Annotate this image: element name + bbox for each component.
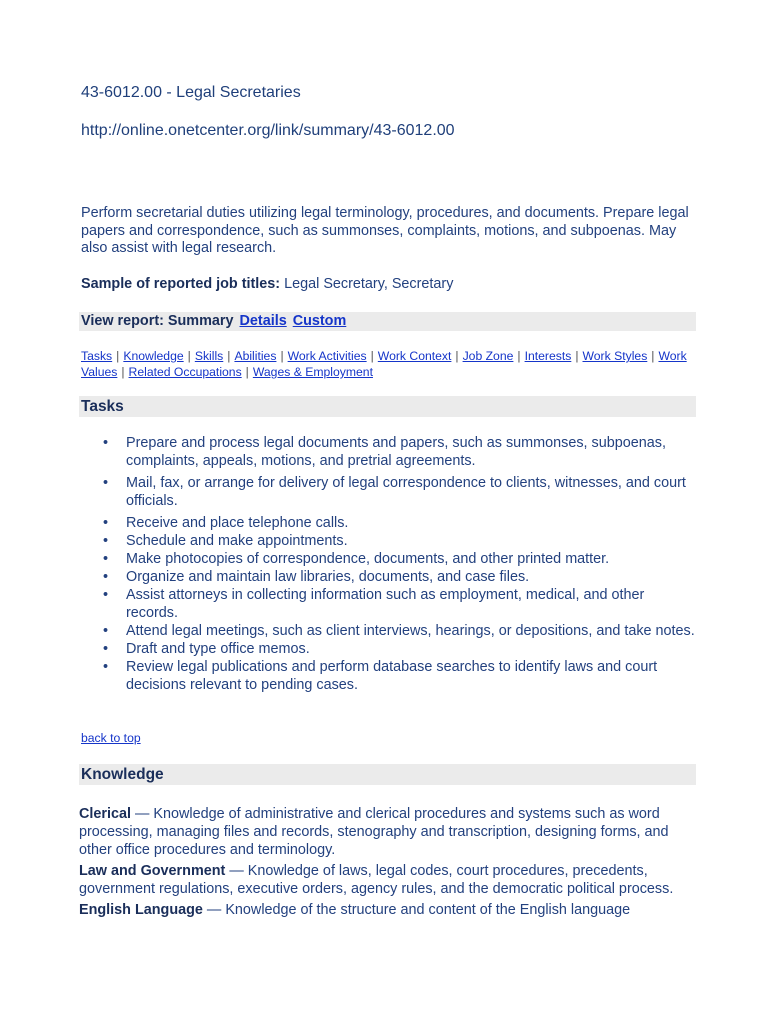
knowledge-item-clerical <box>79 805 697 859</box>
nav-separator: | <box>370 349 374 363</box>
knowledge-item-name: Law and Government <box>79 863 226 879</box>
view-report-label: View report: <box>81 313 164 329</box>
tasks-section-header <box>79 396 696 417</box>
knowledge-item-text: — Knowledge of laws, legal codes, court procedures, precedents, government regulations, executive orders, agency rules, and the democratic political process. <box>79 863 674 897</box>
knowledge-item-law-and-government <box>79 862 697 898</box>
nav-separator: | <box>116 349 120 363</box>
occupation-code-title: 43-6012.00 - Legal Secretaries <box>81 84 301 101</box>
nav-link-work-styles[interactable]: Work Styles <box>582 349 648 363</box>
nav-separator: | <box>280 349 284 363</box>
custom-link[interactable]: Custom <box>292 313 347 329</box>
summary-url: http://online.onetcenter.org/link/summary/43-6012.00 <box>81 122 455 139</box>
sample-job-titles-label: Sample of reported job titles: <box>81 276 281 292</box>
nav-separator: | <box>245 365 249 379</box>
list-item: • Mail, fax, or arrange for delivery of legal correspondence to clients, witnesses, and court officials. <box>103 474 695 510</box>
nav-link-work-activities[interactable]: Work Activities <box>287 349 367 363</box>
task-list <box>103 434 695 694</box>
nav-separator: | <box>121 365 125 379</box>
knowledge-list <box>79 805 697 922</box>
nav-link-knowledge[interactable]: Knowledge <box>123 349 184 363</box>
details-link[interactable]: Details <box>239 313 287 329</box>
knowledge-heading: Knowledge <box>81 766 164 783</box>
knowledge-item-text: — Knowledge of administrative and clerical procedures and systems such as word processing, managing files and records, stenography and transcription, designing forms, and other office procedures and terminology. <box>79 806 669 858</box>
tasks-heading: Tasks <box>81 398 124 415</box>
knowledge-item-name: Clerical <box>79 806 131 822</box>
nav-separator: | <box>651 349 655 363</box>
nav-separator: | <box>227 349 231 363</box>
nav-link-tasks[interactable]: Tasks <box>81 349 113 363</box>
list-item: • Prepare and process legal documents and papers, such as summonses, subpoenas, complaints, appeals, motions, and pretrial agreements. <box>103 434 695 470</box>
list-item: • Assist attorneys in collecting information such as employment, medical, and other records. <box>103 586 695 622</box>
nav-separator: | <box>455 349 459 363</box>
nav-link-interests[interactable]: Interests <box>524 349 572 363</box>
nav-link-related-occupations[interactable]: Related Occupations <box>128 365 242 379</box>
view-report <box>81 313 346 329</box>
list-item: • Make photocopies of correspondence, documents, and other printed matter. <box>103 550 695 568</box>
nav-separator: | <box>187 349 191 363</box>
list-item: • Draft and type office memos. <box>103 640 695 658</box>
nav-separator: | <box>517 349 521 363</box>
knowledge-item-text: — Knowledge of the structure and content of the English language <box>202 902 631 918</box>
list-item: • Review legal publications and perform database searches to identify laws and court decisions relevant to pending cases. <box>103 658 695 694</box>
list-item: • Receive and place telephone calls. <box>103 514 695 532</box>
list-item: • Schedule and make appointments. <box>103 532 695 550</box>
section-nav <box>81 348 693 380</box>
nav-link-work-context[interactable]: Work Context <box>377 349 452 363</box>
list-item: • Attend legal meetings, such as client interviews, hearings, or depositions, and take notes. <box>103 622 695 640</box>
knowledge-item-name: English Language <box>79 902 203 918</box>
back-to-top-link[interactable]: back to top <box>81 731 141 745</box>
knowledge-item-english-language <box>79 901 697 919</box>
nav-link-skills[interactable]: Skills <box>194 349 224 363</box>
sample-job-titles-value: Legal Secretary, Secretary <box>280 276 454 292</box>
view-report-current: Summary <box>167 313 234 329</box>
knowledge-section-header <box>79 764 696 785</box>
occupation-description: Perform secretarial duties utilizing legal terminology, procedures, and documents. Prepare legal papers and correspondence, such as summonses, complaints, motions, and subpoenas. May also assist with legal research. <box>81 205 689 256</box>
nav-link-wages-employment[interactable]: Wages & Employment <box>252 365 373 379</box>
list-item: • Organize and maintain law libraries, documents, and case files. <box>103 568 695 586</box>
nav-separator: | <box>575 349 579 363</box>
nav-link-abilities[interactable]: Abilities <box>234 349 277 363</box>
sample-job-titles <box>81 276 453 292</box>
nav-link-work-values[interactable]: Work Values <box>81 349 687 379</box>
view-report-bar <box>79 312 696 331</box>
nav-link-job-zone[interactable]: Job Zone <box>462 349 514 363</box>
